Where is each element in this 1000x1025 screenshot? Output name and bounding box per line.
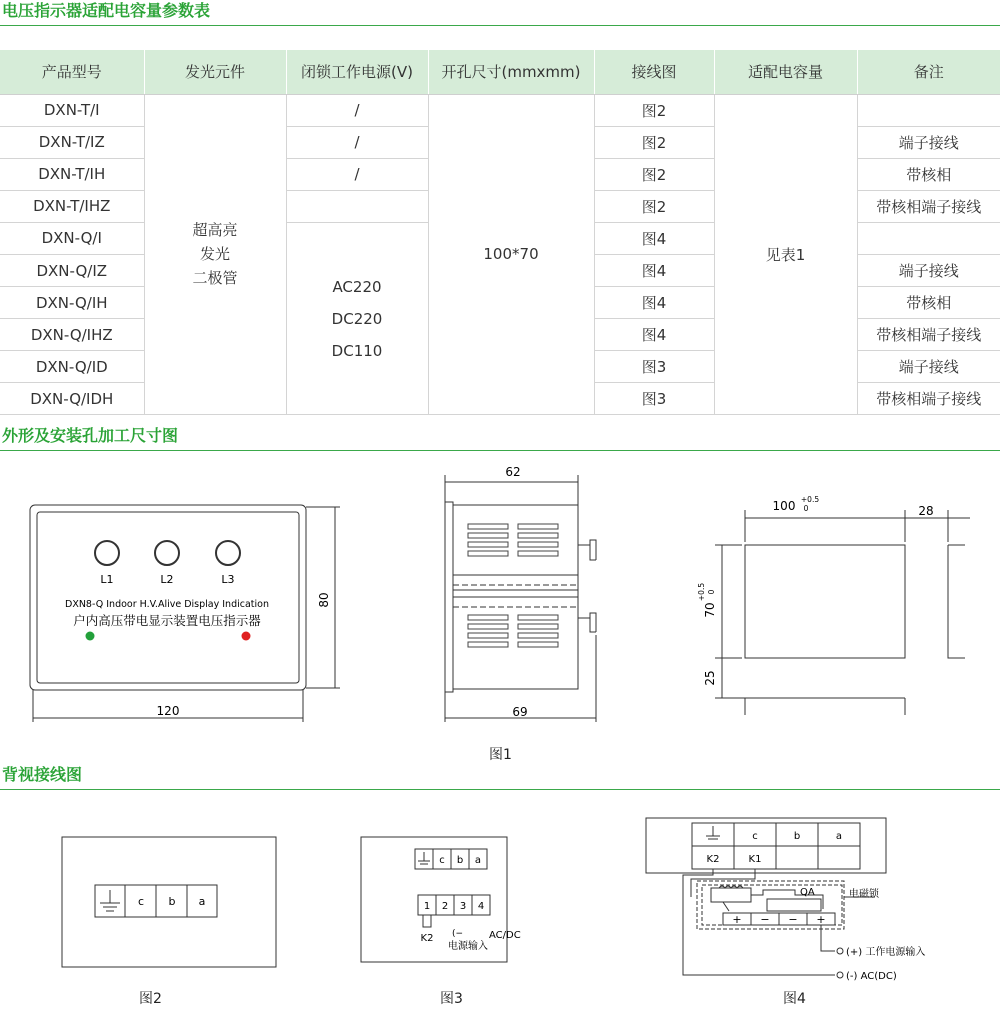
qa-label: QA xyxy=(800,887,815,898)
wiring-cell: 图4 xyxy=(594,319,714,351)
table-row xyxy=(0,94,1000,126)
terminal-b: b xyxy=(168,895,176,908)
wiring-cell: 图3 xyxy=(594,383,714,415)
model-cell: DXN-T/IH xyxy=(0,158,144,190)
lock-power-cell: / xyxy=(286,94,428,126)
model-cell: DXN-T/I xyxy=(0,94,144,126)
lamp-label: L2 xyxy=(160,573,174,586)
section-title-wiring: 背视接线图 xyxy=(0,764,1000,790)
k2-label: K2 xyxy=(420,933,434,944)
figure1-caption: 图1 xyxy=(489,747,512,763)
power-plus-label: (+) 工作电源输入 xyxy=(846,947,926,958)
model-cell: DXN-Q/IDH xyxy=(0,383,144,415)
plus-terminal: + xyxy=(732,913,742,926)
wiring-cell: 图2 xyxy=(594,190,714,222)
wiring-cell: 图4 xyxy=(594,287,714,319)
remark-cell: 端子接线 xyxy=(857,351,1000,383)
cutout-drawing xyxy=(690,480,980,720)
red-led xyxy=(242,632,251,641)
power-minus-label: (-) AC(DC) xyxy=(846,971,897,982)
wiring-cell: 图2 xyxy=(594,126,714,158)
cut-gap: 28 xyxy=(918,504,934,518)
dim-width-120: 120 xyxy=(156,704,180,718)
terminal-a: a xyxy=(474,855,482,866)
wiring-cell: 图2 xyxy=(594,158,714,190)
capacity-cell: 见表1 xyxy=(714,94,857,415)
remark-cell: 端子接线 xyxy=(857,254,1000,286)
model-cell: DXN-T/IHZ xyxy=(0,190,144,222)
cut-width-tol-lower: 0 xyxy=(803,504,809,513)
cut-width-tol-upper: +0.5 xyxy=(800,495,820,504)
terminal-2: 2 xyxy=(441,901,449,912)
remark-cell: 带核相 xyxy=(857,158,1000,190)
terminal-b: b xyxy=(793,831,801,842)
section-title-dimensions: 外形及安装孔加工尺寸图 xyxy=(0,425,1000,451)
wiring-fig4 xyxy=(645,817,955,987)
col-header: 适配电容量 xyxy=(714,50,857,94)
k1-label: K1 xyxy=(748,854,762,865)
cut-height: 70 xyxy=(703,602,717,618)
wiring-cell: 图4 xyxy=(594,254,714,286)
remark-cell: 带核相端子接线 xyxy=(857,319,1000,351)
terminal-circle-icon xyxy=(837,972,843,978)
lock-power-cell: / xyxy=(286,126,428,158)
col-header: 开孔尺寸(mmxmm) xyxy=(428,50,594,94)
terminal-a: a xyxy=(198,895,206,908)
wiring-cell: 图2 xyxy=(594,94,714,126)
figure4-caption: 图4 xyxy=(783,991,806,1007)
plus-terminal: + xyxy=(816,913,826,926)
terminal-circle-icon xyxy=(837,948,843,954)
model-cell: DXN-Q/IHZ xyxy=(0,319,144,351)
figure3-caption: 图3 xyxy=(440,991,463,1007)
terminal-a: a xyxy=(835,831,843,842)
col-header: 闭锁工作电源(V) xyxy=(286,50,428,94)
terminal-3: 3 xyxy=(459,901,467,912)
green-led xyxy=(86,632,95,641)
cut-height-tol-lower: 0 xyxy=(707,589,716,595)
remark-cell xyxy=(857,94,1000,126)
lock-power-cell: AC220 DC220 DC110 xyxy=(286,222,428,415)
wiring-fig2 xyxy=(60,835,280,970)
model-cell: DXN-Q/ID xyxy=(0,351,144,383)
ground-icon xyxy=(706,826,720,839)
cut-width: 100 xyxy=(772,499,796,513)
power-paren: (− xyxy=(452,929,464,939)
params-table xyxy=(0,50,1000,415)
wiring-fig3 xyxy=(360,835,521,965)
wiring-cell: 图3 xyxy=(594,351,714,383)
section-title-params: 电压指示器适配电容量参数表 xyxy=(0,0,1000,26)
hole-size-cell: 100*70 xyxy=(428,94,594,415)
model-cell: DXN-Q/I xyxy=(0,222,144,254)
lamp-label: L1 xyxy=(100,573,114,586)
ground-icon xyxy=(418,852,430,864)
dim-depth-69: 69 xyxy=(512,705,528,719)
cut-height-tol-upper: +0.5 xyxy=(697,582,706,602)
cut-gap-vertical: 25 xyxy=(703,670,717,686)
electromagnetic-lock-label: 电磁锁 xyxy=(849,889,879,900)
panel-english-text: DXN8-Q Indoor H.V.Alive Display Indication xyxy=(65,599,269,610)
col-header: 产品型号 xyxy=(0,50,144,94)
terminal-c: c xyxy=(752,831,758,842)
col-header: 备注 xyxy=(857,50,1000,94)
side-view-drawing xyxy=(430,460,630,730)
model-cell: DXN-Q/IZ xyxy=(0,254,144,286)
terminal-c: c xyxy=(439,855,445,866)
remark-cell: 端子接线 xyxy=(857,126,1000,158)
minus-terminal: − xyxy=(788,913,798,926)
terminal-c: c xyxy=(137,895,145,908)
k2-label: K2 xyxy=(706,854,720,865)
ground-icon xyxy=(100,890,120,911)
model-cell: DXN-T/IZ xyxy=(0,126,144,158)
power-input-label: 电源输入 xyxy=(448,941,488,952)
table-header-row xyxy=(0,50,1000,94)
terminal-b: b xyxy=(456,855,464,866)
col-header: 发光元件 xyxy=(144,50,286,94)
minus-terminal: − xyxy=(760,913,770,926)
wiring-cell: 图4 xyxy=(594,222,714,254)
dim-depth-62: 62 xyxy=(505,465,521,479)
remark-cell: 带核相 xyxy=(857,287,1000,319)
remark-cell: 带核相端子接线 xyxy=(857,383,1000,415)
terminal-1: 1 xyxy=(423,901,431,912)
remark-cell xyxy=(857,222,1000,254)
lamp-label: L3 xyxy=(221,573,235,586)
model-cell: DXN-Q/IH xyxy=(0,287,144,319)
panel-chinese-text: 户内高压带电显示装置电压指示器 xyxy=(73,613,261,628)
light-element-cell: 超高亮 发光 二极管 xyxy=(144,94,286,415)
figure2-caption: 图2 xyxy=(139,991,162,1007)
col-header: 接线图 xyxy=(594,50,714,94)
lock-power-cell xyxy=(286,190,428,222)
remark-cell: 带核相端子接线 xyxy=(857,190,1000,222)
front-view-drawing xyxy=(0,460,360,740)
dim-height-80: 80 xyxy=(317,592,331,608)
terminal-4: 4 xyxy=(477,901,485,912)
lock-power-cell: / xyxy=(286,158,428,190)
acdc-label: AC/DC xyxy=(489,930,521,941)
